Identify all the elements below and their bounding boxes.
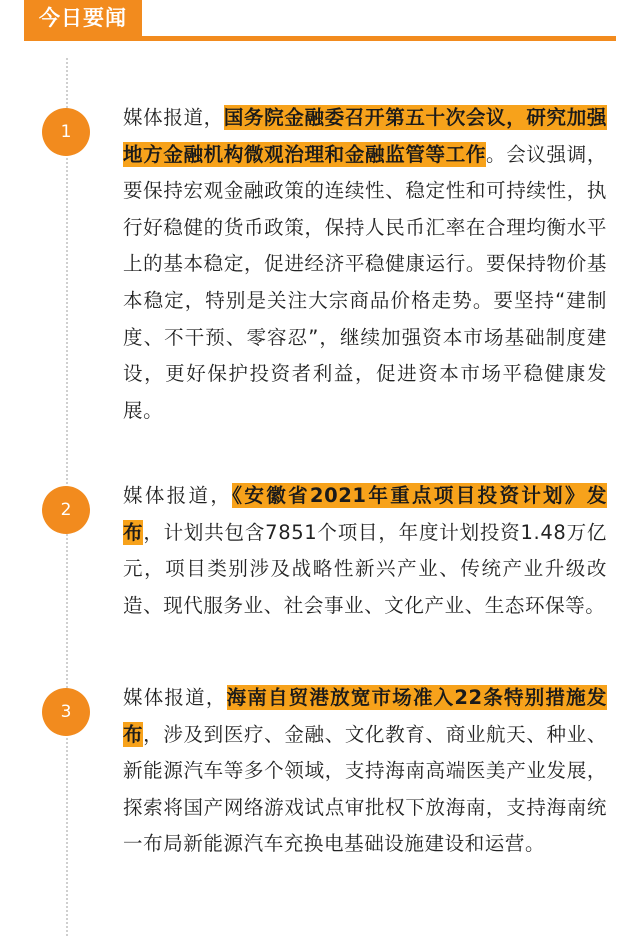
news-number-badge: 2: [42, 486, 90, 534]
news-headline-highlight: 《安徽省2021年重点项目投资计划》发布: [123, 484, 607, 544]
news-text: [123, 680, 607, 863]
news-headline-highlight: 海南自贸港放宽市场准入22条特别措施发布: [123, 686, 607, 746]
news-text: [123, 478, 607, 624]
news-number-badge: 1: [42, 108, 90, 156]
news-prefix: 媒体报道，: [123, 686, 227, 709]
header-underline: [24, 36, 616, 41]
news-prefix: 媒体报道，: [123, 484, 233, 507]
news-headline-highlight: 国务院金融委召开第五十次会议，研究加强地方金融机构微观治理和金融监管等工作: [123, 106, 607, 166]
section-title: 今日要闻: [24, 0, 142, 38]
news-prefix: 媒体报道，: [123, 106, 224, 129]
section-header: [0, 0, 640, 46]
news-number-badge: 3: [42, 688, 90, 736]
news-text: [123, 100, 607, 429]
news-body: ，涉及到医疗、金融、文化教育、商业航天、种业、新能源汽车等多个领域，支持海南高端医美产业发展，探索将国产网络游戏试点审批权下放海南，支持海南统一布局新能源汽车充换电基础设施建设和运营。: [123, 722, 607, 856]
news-body: ，计划共包含7851个项目，年度计划投资1.48万亿元，项目类别涉及战略性新兴产业、传统产业升级改造、现代服务业、社会事业、文化产业、生态环保等。: [123, 520, 607, 617]
news-body: 。会议强调，要保持宏观金融政策的连续性、稳定性和可持续性，执行好稳健的货币政策，保持人民币汇率在合理均衡水平上的基本稳定，促进经济平稳健康运行。要保持物价基本稳定，特别是关注大宗商品价格走势。要坚持“建制度、不干预、零容忍”，继续加强资本市场基础制度建设，更好保护投资者利益，促进资本市场平稳健康发展。: [123, 142, 607, 422]
